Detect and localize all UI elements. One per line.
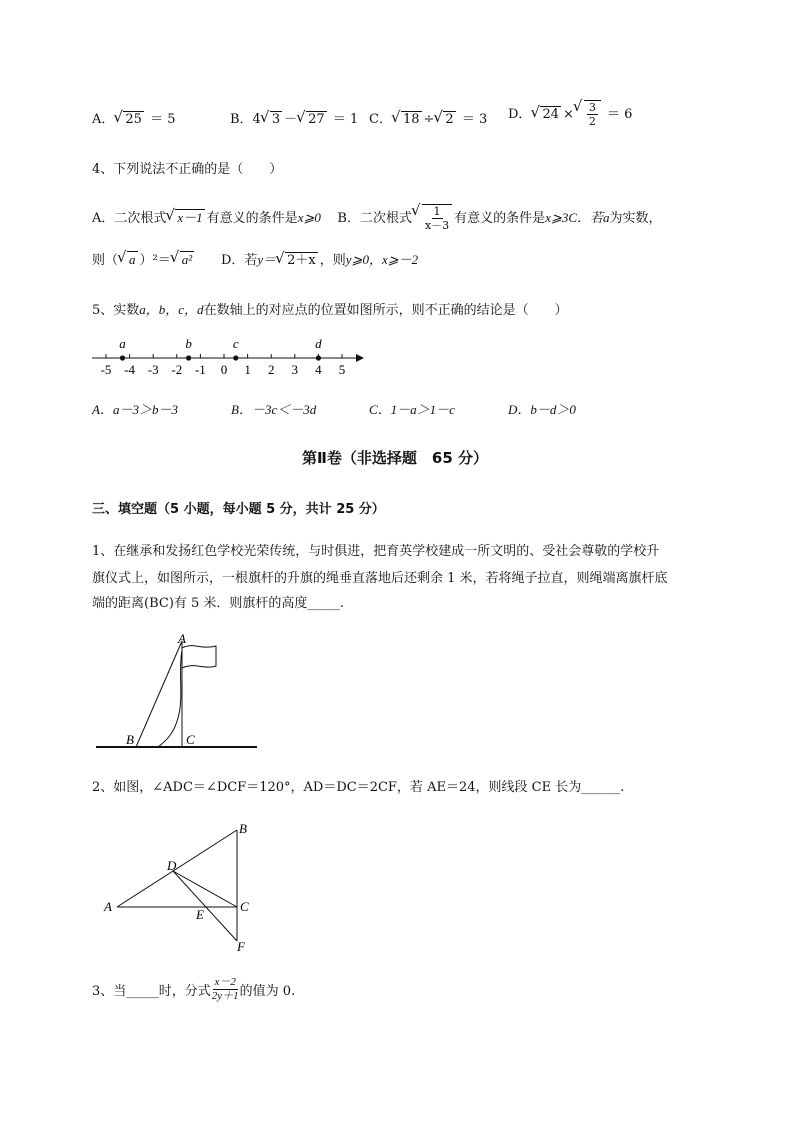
rope-taut <box>136 641 182 747</box>
segment-DC <box>173 871 237 907</box>
option-b-text: 有意义的条件是 <box>454 211 546 226</box>
operator: － <box>284 112 298 127</box>
q4-stem: 4、下列说法不正确的是（ ） <box>92 162 283 177</box>
numerator: x－2 <box>214 976 236 988</box>
option-label: B．4 <box>230 112 261 127</box>
q5-option-a: A．a－3＞b－3 <box>92 402 178 417</box>
q4-line1 <box>92 204 662 232</box>
radicand: 18 <box>402 112 420 127</box>
flag <box>182 646 216 668</box>
option-c-text: 为实数， <box>609 211 662 226</box>
radicand: a <box>129 252 136 267</box>
number-line <box>88 332 368 378</box>
q3-option-a <box>92 108 175 127</box>
point-label-c: c <box>232 336 239 351</box>
flagpole-figure <box>92 628 262 754</box>
section-title: 第Ⅱ卷（非选择题 65 分） <box>302 449 488 467</box>
q3-option-c <box>369 108 487 127</box>
point-a <box>120 355 125 360</box>
q3-option-d <box>508 100 632 128</box>
option-label: A． <box>92 112 115 127</box>
label-A: A <box>178 631 186 646</box>
axis-tick-label: -3 <box>147 362 159 377</box>
denominator: 2y＋1 <box>211 990 239 1002</box>
radical <box>171 251 194 268</box>
option-rhs: ＝ 1 <box>332 112 359 127</box>
option-d-condition: y⩾0，x⩾－2 <box>345 252 419 267</box>
option-rhs: ＝ 6 <box>607 107 633 122</box>
operator: ÷ <box>423 112 435 127</box>
option-b-condition: x⩾3C．若 <box>545 210 604 225</box>
label-B: B <box>126 732 134 747</box>
option-d-text: ，则 <box>319 253 346 268</box>
radical <box>434 111 455 127</box>
label-F: F <box>237 939 245 954</box>
axis-tick-label: -2 <box>171 362 183 377</box>
option-a-prefix: A．二次根式 <box>92 211 167 226</box>
label-B: B <box>239 821 247 836</box>
option-b-prefix: B．二次根式 <box>337 211 412 226</box>
label-D: D <box>167 858 177 873</box>
label-E: E <box>196 907 204 922</box>
triangle-figure <box>100 818 260 956</box>
point-b <box>186 355 191 360</box>
radicand: 2 <box>445 112 454 127</box>
axis-tick-label: -1 <box>194 362 206 377</box>
option-a-text: 有意义的条件是 <box>206 211 298 226</box>
q5-option-b: B．－3c＜－3d <box>231 402 317 417</box>
fraction <box>425 205 449 232</box>
radicand: x－1 <box>177 210 203 225</box>
option-d-prefix: D．若 <box>220 253 258 268</box>
axis-tick-label: -4 <box>124 362 136 377</box>
point-d <box>316 355 321 360</box>
radical <box>574 100 601 128</box>
fq3-fraction <box>212 976 239 1003</box>
q5-option-d: D．b－d＞0 <box>508 402 576 417</box>
axis-tick-label: 0 <box>220 362 228 377</box>
fraction <box>587 101 598 128</box>
radicand: a² <box>181 252 193 267</box>
label-A: A <box>104 899 112 914</box>
radical <box>261 111 282 127</box>
fq1-line1: 1、在继承和发扬红色学校光荣传统，与时俱进，把育英学校建成一所文明的、受社会尊敬的学校升 <box>92 544 660 559</box>
radicand: 2＋x <box>287 253 316 268</box>
axis-tick-label: 1 <box>244 362 251 377</box>
q5-stem-prefix: 5、实数 <box>92 303 140 318</box>
q4-line2 <box>92 249 418 268</box>
radicand: 24 <box>542 107 559 122</box>
operator: × <box>562 107 574 122</box>
radicand: 27 <box>308 112 325 127</box>
radicand <box>584 100 601 128</box>
option-d-var: y＝ <box>257 252 277 267</box>
fq1-line3: 端的距离(BC)有 5 米．则旗杆的高度_____. <box>92 596 345 611</box>
denominator: 2 <box>588 115 596 128</box>
label-C: C <box>186 732 195 747</box>
option-rhs: ＝ 3 <box>461 112 488 127</box>
rope-hanging <box>158 650 182 747</box>
label-C: C <box>240 899 249 914</box>
variable-a: a <box>603 210 610 225</box>
fq3-suffix: 的值为 0. <box>239 984 296 999</box>
option-c-mid: ）²＝ <box>139 253 171 268</box>
fill-blank-heading: 三、填空题（5 小题，每小题 5 分，共计 25 分） <box>92 502 385 517</box>
fq3-prefix: 3、当_____时，分式 <box>92 984 211 999</box>
option-label: D． <box>508 107 532 122</box>
radicand: 25 <box>125 112 142 127</box>
axis-tick-label: 2 <box>267 362 275 377</box>
radical <box>276 252 318 268</box>
radical <box>531 106 561 122</box>
radicand <box>422 204 452 232</box>
option-rhs: ＝ 5 <box>150 112 176 127</box>
q5-stem <box>92 299 568 318</box>
axis-tick-label: 3 <box>291 362 299 377</box>
radical <box>297 111 327 127</box>
segment-AB <box>117 830 237 907</box>
numerator: √ 3 <box>588 101 596 114</box>
fq2-text: 2、如图，∠ADC＝∠DCF＝120°，AD＝DC＝2CF，若 AE＝24，则线段 CE 长为______. <box>92 780 625 795</box>
radical <box>412 204 452 232</box>
radical <box>166 209 204 226</box>
axis-tick-label: -5 <box>100 362 112 377</box>
axis-tick-label: 5 <box>338 362 346 377</box>
option-a-condition: x⩾0 <box>297 210 321 225</box>
radical <box>114 111 144 127</box>
q5-stem-text: 在数轴上的对应点的位置如图所示，则不正确的结论是（ ） <box>203 303 568 318</box>
segment-DF <box>173 871 237 941</box>
point-c <box>233 355 238 360</box>
point-label-d: d <box>315 336 322 351</box>
numerator: √ 1 <box>433 205 441 218</box>
option-c-prefix: 则（ <box>92 253 119 268</box>
axis-tick-label: 4 <box>315 362 322 377</box>
q5-vars: a，b，c，d <box>139 302 204 317</box>
q5-option-c: C．1－a＞1－c <box>369 402 455 417</box>
q3-option-b <box>230 108 358 127</box>
fq3-line <box>92 976 295 1003</box>
denominator: x－3 <box>424 219 450 232</box>
radical <box>118 251 138 268</box>
radicand: 3 <box>271 112 281 127</box>
point-label-b: b <box>185 336 192 351</box>
fq1-line2: 旗仪式上，如图所示，一根旗杆的升旗的绳垂直落地后还剩余 1 米，若将绳子拉直，则绳端离旗杆底 <box>92 571 668 586</box>
point-label-a: a <box>119 336 126 351</box>
option-label: C． <box>369 112 392 127</box>
arrow-head <box>356 354 364 362</box>
radical <box>392 111 422 127</box>
